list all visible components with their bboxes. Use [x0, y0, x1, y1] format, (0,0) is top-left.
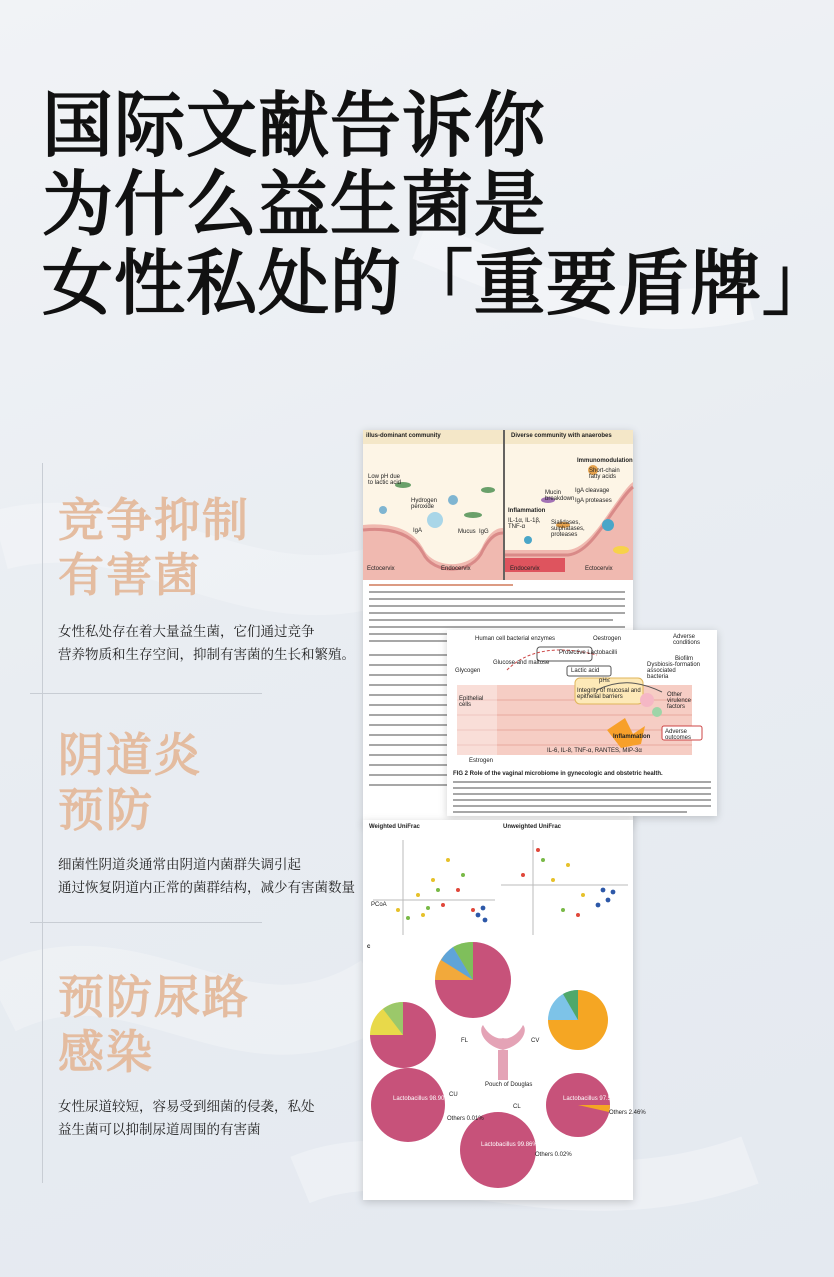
section-description-line-1: 女性私处存在着大量益生菌，它们通过竞争 — [58, 624, 315, 640]
fig3-lacto-3: Lactobacillus 99.86% — [481, 1142, 538, 1148]
section-description — [58, 854, 358, 900]
fig3-cu: CU — [449, 1092, 458, 1098]
section-description-line-2: 通过恢复阴道内正常的菌群结构，减少有害菌数量 — [58, 880, 355, 896]
fig3-lacto-2: Lactobacillus 97.58% — [563, 1096, 620, 1102]
section-divider-2 — [30, 922, 262, 923]
fig1-sialidases: Sialidases, sulphatases, proteases — [551, 520, 585, 538]
fig2-cytokines: IL-6, IL-8, TNF-α, RANTES, MIP-3α — [547, 748, 642, 754]
fig3-others-3: Others 0.02% — [535, 1152, 572, 1158]
fig3-fl: FL — [461, 1038, 469, 1044]
headline-line-2: 为什么益生菌是 — [42, 163, 547, 246]
fig1-igg: IgG — [479, 529, 489, 535]
section-title-line-1: 竞争抑制 — [58, 493, 250, 547]
section-uti-prevention — [58, 970, 358, 1142]
headline-line-3: 女性私处的「重要盾牌」 — [42, 242, 834, 325]
fig2-biofilm: Biofilm formation — [675, 656, 701, 668]
fig3-panel-c: c — [367, 944, 371, 950]
fig2-adverse: Adverse conditions — [673, 634, 701, 646]
fig2-glycogen: Glycogen — [455, 668, 481, 674]
section-title — [58, 970, 358, 1080]
fig2-lactic: Lactic acid — [571, 668, 600, 674]
fig2-integrity: Integrity of mucosal and epithelial barriers — [577, 688, 641, 700]
section-title — [58, 493, 358, 603]
fig1-iga-proteases: IgA proteases — [575, 498, 612, 504]
fig2-inflammation: Inflammation — [613, 734, 651, 740]
section-competitive-inhibition — [58, 493, 358, 667]
section-title-line-1: 预防尿路 — [58, 970, 250, 1024]
headline — [42, 86, 834, 323]
section-divider-1 — [30, 693, 262, 694]
fig3-pouch: Pouch of Douglas — [485, 1082, 533, 1088]
section-title-line-2: 感染 — [58, 1025, 154, 1079]
fig3-pcoa: PCoA — [371, 902, 387, 908]
fig1-immunomodulation: Immunomodulation — [577, 458, 633, 464]
fig1-low-ph: Low pH due to lactic acid — [368, 474, 402, 486]
fig3-weighted: Weighted UniFrac — [369, 824, 420, 830]
community-illustration — [363, 430, 633, 580]
fig3-others-2: Others 2.46% — [609, 1110, 646, 1116]
fig1-scfa: Short-chain fatty acids — [589, 468, 620, 480]
fig2-virulence: Other virulence factors — [667, 692, 692, 710]
fig2-low-ph: pH≤ — [599, 678, 610, 684]
section-description-line-1: 细菌性阴道炎通常由阴道内菌群失调引起 — [58, 857, 301, 873]
section-description-line-2: 营养物质和生存空间，抑制有害菌的生长和繁殖。 — [58, 647, 355, 663]
fig1-left-title: illus-dominant community — [366, 433, 441, 439]
section-title-line-2: 有害菌 — [58, 548, 202, 602]
fig3-cv: CV — [531, 1038, 540, 1044]
section-vaginitis-prevention — [58, 728, 358, 900]
fig2-outcomes: Adverse outcomes — [665, 729, 692, 741]
fig2-human-cell: Human cell bacterial enzymes — [475, 636, 556, 642]
fig2-estrogen-bottom: Estrogen — [469, 758, 494, 764]
fig3-others-1: Others 0.01% — [447, 1116, 484, 1122]
fig1-mucin: Mucin breakdown — [545, 490, 575, 502]
fig1-inflammation: Inflammation — [508, 508, 546, 514]
fig3-cl: CL — [513, 1104, 521, 1110]
fig1-mucus: Mucus — [458, 529, 476, 535]
fig1-iga-cleavage: IgA cleavage — [575, 488, 610, 494]
fig1-endocervix-right: Endocervix — [510, 566, 540, 572]
headline-line-1: 国际文献告诉你 — [42, 84, 547, 167]
fig1-hydrogen: Hydrogen peroxide — [411, 498, 438, 510]
figure-microbiome-role — [447, 630, 717, 816]
figure-pcoa-pies — [363, 820, 646, 1200]
section-title-line-1: 阴道炎 — [58, 728, 202, 782]
section-description — [58, 1096, 358, 1142]
section-description-line-1: 女性尿道较短，容易受到细菌的侵袭，私处 — [58, 1099, 315, 1115]
fig1-right-title: Diverse community with anaerobes — [511, 433, 612, 439]
fig2-caption: FIG 2 Role of the vaginal microbiome in gynecologic and obstetric health. — [453, 771, 663, 777]
fig2-epithelial: Epithelial cells — [459, 696, 484, 708]
fig2-estrogen-top: Oestrogen — [593, 636, 622, 642]
fig3-unweighted: Unweighted UniFrac — [503, 824, 562, 830]
vertical-divider — [42, 463, 43, 1183]
section-title-line-2: 预防 — [58, 783, 154, 837]
fig3-lacto-1: Lactobacillus 98.90% — [393, 1096, 450, 1102]
section-description-line-2: 益生菌可以抑制尿道周围的有害菌 — [58, 1122, 261, 1138]
section-description — [58, 621, 358, 667]
fig1-iga: IgA — [413, 528, 423, 534]
fig2-glucose: Glucose and maltose — [493, 660, 550, 666]
fig1-ectocervix-right: Ectocervix — [585, 566, 613, 572]
fig2-protective: Protective Lactobacilli — [559, 650, 618, 656]
fig2-dysbiosis: Dysbiosis-associated bacteria — [647, 662, 676, 680]
fig1-endocervix-left: Endocervix — [441, 566, 471, 572]
fig1-cytokines: IL-1α, IL-1β, TNF-α — [508, 518, 541, 530]
section-title — [58, 728, 358, 838]
fig1-ectocervix-left: Ectocervix — [367, 566, 395, 572]
